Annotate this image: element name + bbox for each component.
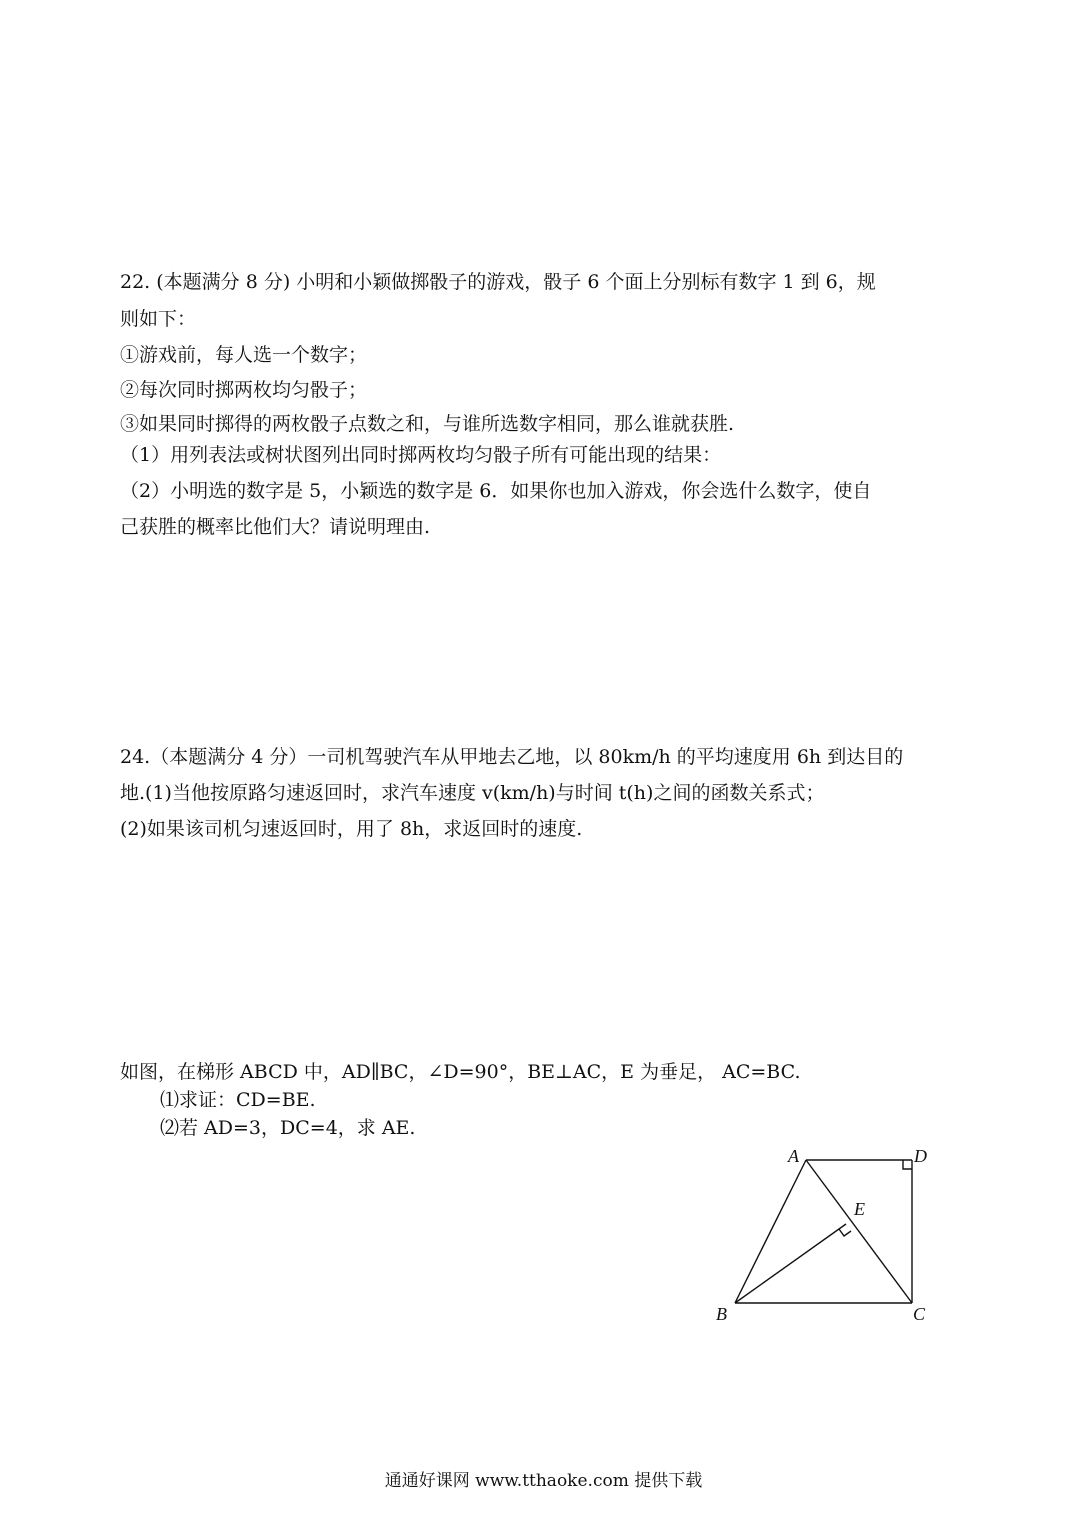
q22-line-2: 则如下： (120, 308, 197, 330)
q24-line-2: 地.(1)当他按原路匀速返回时，求汽车速度 v(km/h)与时间 t(h)之间的函数关系式； (120, 782, 825, 804)
q24-line-1: 24.（本题满分 4 分）一司机驾驶汽车从甲地去乙地，以 80km/h 的平均速度用 6h 到达目的 (120, 746, 904, 768)
q24-line-3: (2)如果该司机匀速返回时，用了 8h，求返回时的速度. (120, 818, 583, 840)
label-d: D (914, 1146, 927, 1166)
q22-rule-3: ③如果同时掷得的两枚骰子点数之和，与谁所选数字相同，那么谁就获胜. (120, 413, 735, 435)
q22-part-2-cont: 己获胜的概率比他们大？请说明理由. (120, 516, 431, 538)
q22-part-1: （1）用列表法或树状图列出同时掷两枚均匀骰子所有可能出现的结果： (120, 444, 722, 466)
label-e: E (854, 1199, 865, 1219)
footer-credit: 通通好课网 www.tthaoke.com 提供下载 (384, 1471, 703, 1491)
trapezoid-figure (700, 1130, 960, 1330)
label-b: B (716, 1304, 727, 1324)
geo-part-1: ⑴求证：CD=BE. (160, 1089, 316, 1111)
q22-line-1: 22. (本题满分 8 分) 小明和小颖做掷骰子的游戏，骰子 6 个面上分别标有数字 1 到 6，规 (120, 271, 876, 293)
geo-part-2: ⑵若 AD=3，DC=4，求 AE. (160, 1117, 416, 1139)
label-a: A (788, 1146, 799, 1166)
q22-rule-1: ①游戏前，每人选一个数字； (120, 344, 368, 366)
q22-rule-2: ②每次同时掷两枚均匀骰子； (120, 379, 368, 401)
label-c: C (913, 1304, 926, 1324)
geo-question-line: 如图，在梯形 ABCD 中，AD∥BC，∠D=90°，BE⊥AC，E 为垂足， AC=BC. (120, 1061, 801, 1083)
q22-part-2: （2）小明选的数字是 5，小颖选的数字是 6．如果你也加入游戏，你会选什么数字，使自 (120, 480, 872, 502)
